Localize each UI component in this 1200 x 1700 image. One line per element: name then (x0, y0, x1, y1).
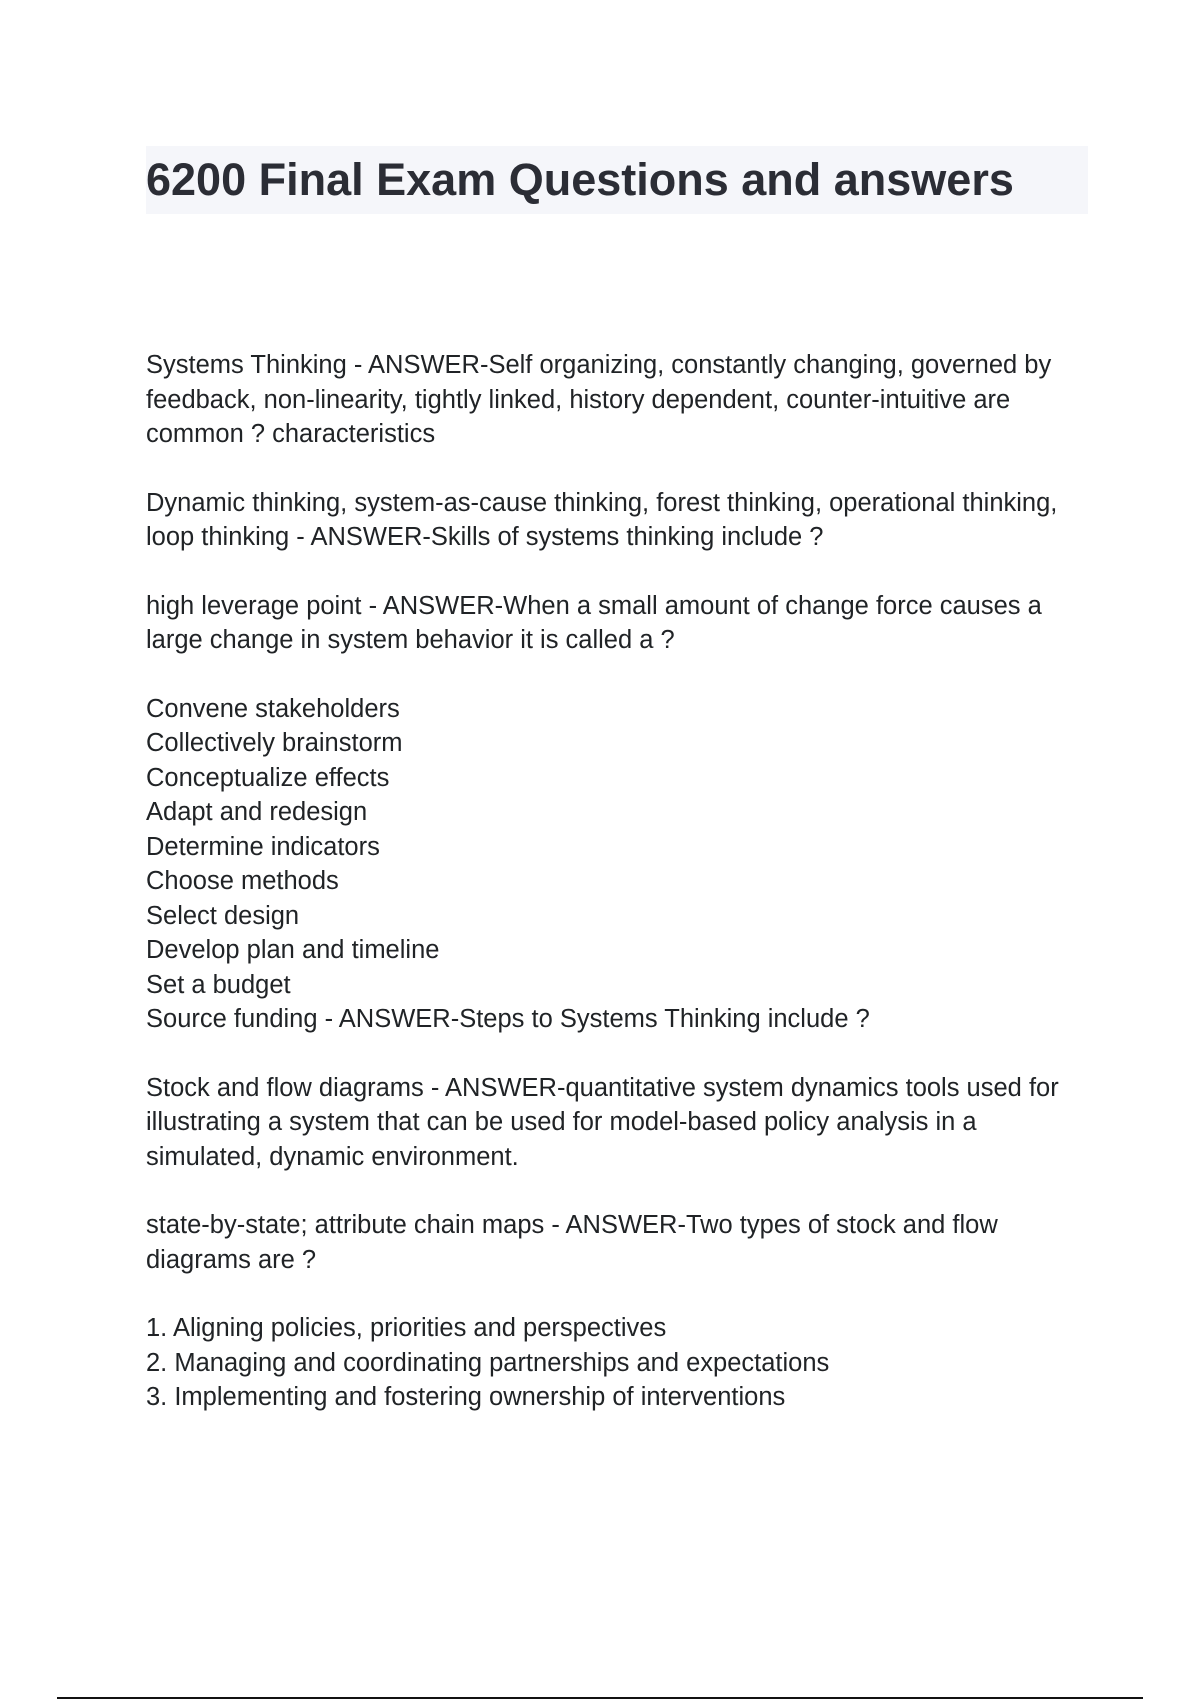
footer-rule (57, 1697, 1143, 1699)
steps-list-item: Set a budget (146, 970, 291, 999)
qa-entry-diagram-types: state-by-state; attribute chain maps - ANSWER-Two types of stock and flow diagrams are ? (146, 1211, 998, 1274)
numbered-list-item: 2. Managing and coordinating partnerships and expectations (146, 1348, 830, 1377)
steps-list-item: Conceptualize effects (146, 763, 390, 792)
steps-list-item: Source funding - ANSWER-Steps to Systems Thinking include ? (146, 1005, 870, 1033)
steps-list-item: Develop plan and timeline (146, 936, 440, 964)
steps-list-item: Adapt and redesign (146, 798, 368, 826)
qa-entry-skills: Dynamic thinking, system-as-cause thinking, forest thinking, operational thinking, loop thinking - ANSWER-Skills of systems thinking include ? (146, 488, 1058, 551)
qa-entry-leverage-point: high leverage point - ANSWER-When a small amount of change force causes a large change in system behavior it is called a ? (146, 591, 1042, 654)
steps-list-item: Collectively brainstorm (146, 729, 403, 757)
steps-list-item: Convene stakeholders (146, 694, 400, 723)
numbered-list (146, 1311, 1091, 1415)
numbered-list-item: 1. Aligning policies, priorities and perspectives (146, 1314, 667, 1342)
qa-entry-systems-thinking: Systems Thinking - ANSWER-Self organizing, constantly changing, governed by feedback, non-linearity, tightly linked, history dependent, counter-intuitive are common ? characteristics (146, 351, 1052, 448)
steps-list-item: Select design (146, 901, 300, 930)
document-body (146, 348, 1091, 1449)
page-title: 6200 Final Exam Questions and answers (146, 154, 1014, 205)
steps-list (146, 692, 1091, 1037)
qa-entry-stock-flow: Stock and flow diagrams - ANSWER-quantitative system dynamics tools used for illustrating a system that can be used for model-based policy analysis in a simulated, dynamic environment. (146, 1073, 1059, 1171)
numbered-list-item: 3. Implementing and fostering ownership of interventions (146, 1383, 786, 1411)
steps-list-item: Determine indicators (146, 832, 380, 861)
steps-list-item: Choose methods (146, 867, 339, 895)
